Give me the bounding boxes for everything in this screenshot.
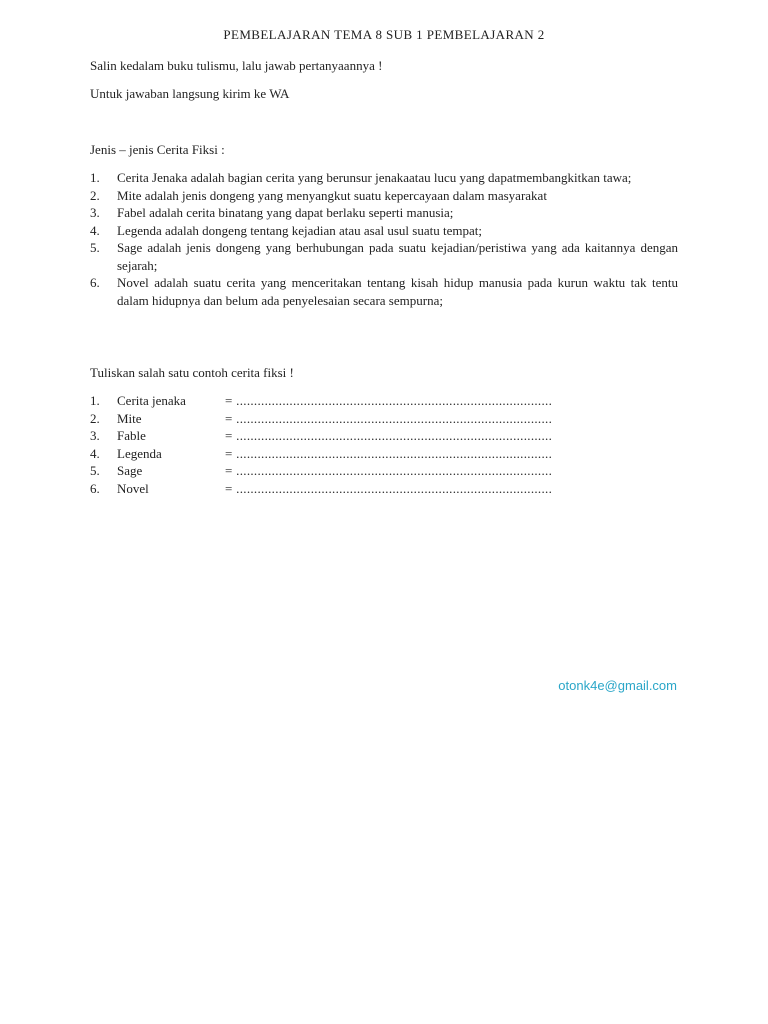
list-number: 4. bbox=[90, 445, 100, 461]
list-item-text: Fabel adalah cerita binatang yang dapat berlaku seperti manusia; bbox=[117, 205, 454, 220]
list-item-text: Novel adalah suatu cerita yang menceritakan tentang kisah hidup manusia pada kurun waktu tak tentu dalam hidupnya dan belum ada penyelesaian secara sempurna; bbox=[117, 275, 678, 308]
list-item bbox=[90, 222, 678, 240]
list-number: 3. bbox=[90, 428, 100, 443]
answer-blank: = ......................................................................................... bbox=[225, 480, 553, 496]
list-number: 5. bbox=[90, 240, 100, 255]
list-item bbox=[90, 169, 678, 187]
list-item-text: Sage adalah jenis dongeng yang berhubungan pada suatu kejadian/peristiwa yang ada kaitannya dengan sejarah; bbox=[117, 240, 678, 273]
list-item bbox=[90, 204, 678, 222]
fiction-types-list bbox=[90, 169, 678, 309]
instruction-copy: Salin kedalam buku tulismu, lalu jawab pertanyaannya ! bbox=[90, 58, 383, 73]
list-item-text: Mite adalah jenis dongeng yang menyangkut suatu kepercayaan dalam masyarakat bbox=[117, 187, 547, 203]
answer-blank: = ......................................................................................... bbox=[225, 463, 553, 478]
list-term: Cerita jenaka bbox=[117, 393, 186, 408]
answer-blank: = ......................................................................................... bbox=[225, 428, 553, 443]
list-number: 1. bbox=[90, 393, 100, 408]
list-term: Novel bbox=[117, 480, 149, 496]
list-item-text: Cerita Jenaka adalah bagian cerita yang berunsur jenakaatau lucu yang dapatmembangkitkan tawa; bbox=[117, 170, 632, 185]
answer-blank: = ......................................................................................... bbox=[225, 393, 553, 408]
answer-blank: = ......................................................................................... bbox=[225, 410, 553, 426]
list-item-text: Legenda adalah dongeng tentang kejadian atau asal usul suatu tempat; bbox=[117, 222, 482, 238]
list-item bbox=[90, 239, 678, 274]
answer-blank: = ......................................................................................... bbox=[225, 445, 553, 461]
list-number: 2. bbox=[90, 410, 100, 426]
instruction-send-wa: Untuk jawaban langsung kirim ke WA bbox=[90, 86, 290, 101]
list-item bbox=[90, 274, 678, 309]
section-fiction-types-heading: Jenis – jenis Cerita Fiksi : bbox=[90, 142, 225, 157]
section-examples-heading: Tuliskan salah satu contoh cerita fiksi ! bbox=[90, 365, 294, 380]
document-title: PEMBELAJARAN TEMA 8 SUB 1 PEMBELAJARAN 2 bbox=[223, 27, 545, 42]
list-number: 4. bbox=[90, 222, 100, 238]
email-link[interactable]: otonk4e@gmail.com bbox=[558, 678, 677, 693]
list-number: 5. bbox=[90, 463, 100, 478]
list-number: 6. bbox=[90, 275, 100, 290]
list-term: Legenda bbox=[117, 445, 162, 461]
list-term: Fable bbox=[117, 428, 146, 443]
list-term: Mite bbox=[117, 410, 142, 426]
list-number: 1. bbox=[90, 170, 100, 185]
list-number: 6. bbox=[90, 480, 100, 496]
list-term: Sage bbox=[117, 463, 143, 478]
list-number: 2. bbox=[90, 187, 100, 203]
list-number: 3. bbox=[90, 205, 100, 220]
list-item bbox=[90, 187, 678, 205]
